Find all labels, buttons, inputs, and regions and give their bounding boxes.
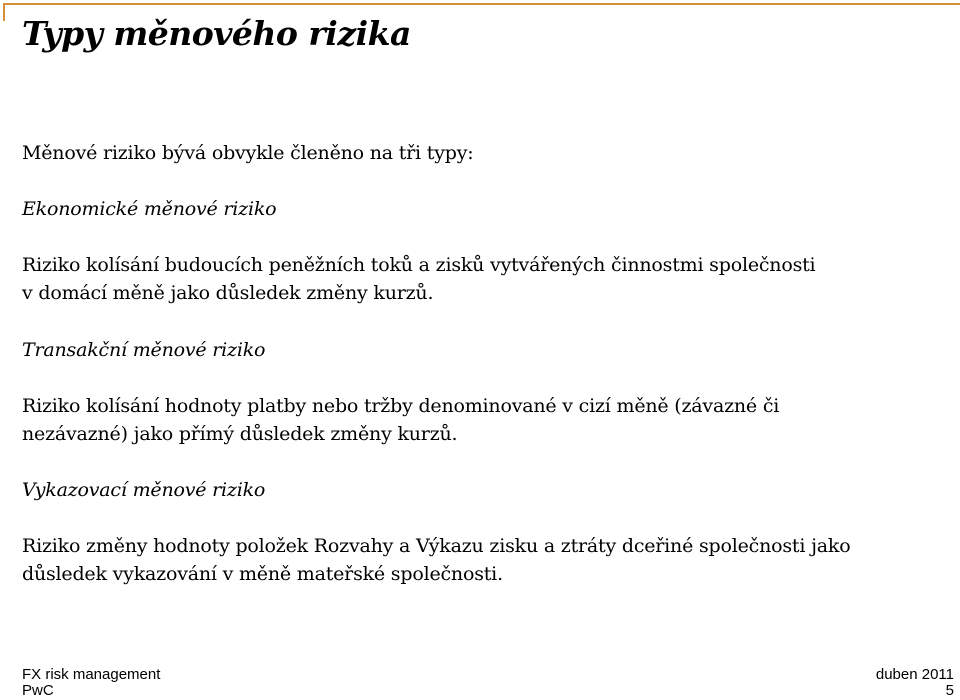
text-line: Riziko kolísání hodnoty platby nebo tržby denominované v cizí měně (závazné či (22, 395, 780, 417)
text-line: v domácí měně jako důsledek změny kurzů. (22, 282, 434, 304)
section-heading-transaction: Transakční měnové riziko (22, 339, 266, 361)
footer-date: duben 2011 (875, 666, 954, 683)
slide-title: Typy měnového rizika (22, 14, 411, 53)
top-border (3, 3, 960, 5)
text-line: nezávazné) jako přímý důsledek změny kurzů. (22, 423, 458, 445)
text-line: Riziko změny hodnoty položek Rozvahy a Výkazu zisku a ztráty dceřiné společnosti jako (22, 535, 851, 557)
text-line: Riziko kolísání budoucích peněžních toků a zisků vytvářených činnostmi společnosti (22, 254, 816, 276)
section-heading-reporting: Vykazovací měnové riziko (22, 479, 266, 501)
footer-company: PwC (22, 682, 54, 699)
side-border (3, 3, 5, 21)
intro-text: Měnové riziko bývá obvykle členěno na tři typy: (22, 142, 474, 164)
section-heading-economic: Ekonomické měnové riziko (22, 198, 277, 220)
section-text-reporting (22, 532, 850, 588)
section-text-transaction (22, 392, 779, 448)
text-line: důsledek vykazování v měně mateřské společnosti. (22, 563, 503, 585)
section-text-economic (22, 251, 815, 307)
page-number: 5 (945, 682, 954, 699)
footer-title: FX risk management (22, 666, 161, 683)
